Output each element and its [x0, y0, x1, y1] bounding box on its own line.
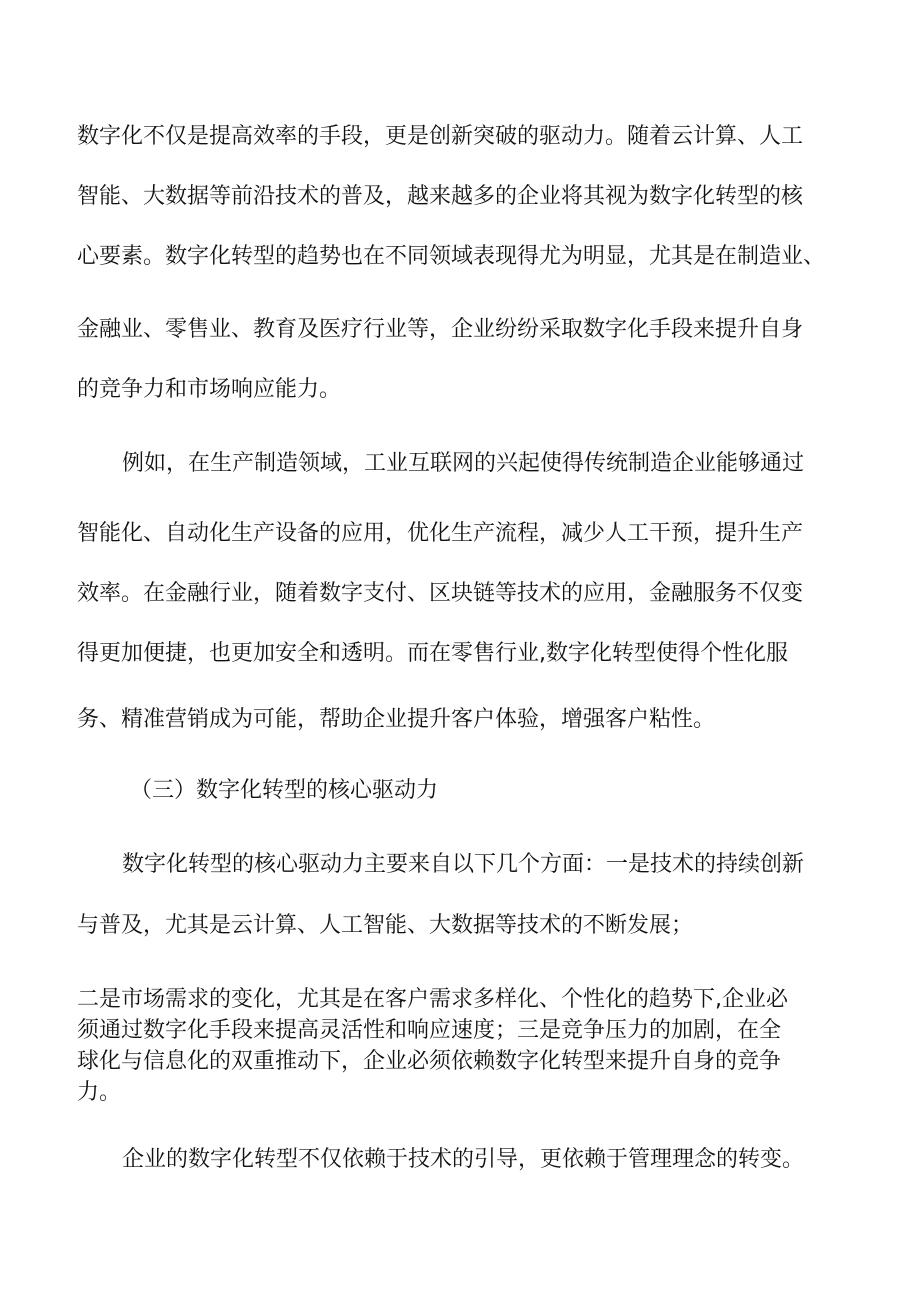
- paragraph-4-line-3: 球化与信息化的双重推动下，企业必须依赖数字化转型来提升自身的竞争: [77, 1049, 782, 1074]
- paragraph-2-line-5: 务、精准营销成为可能，帮助企业提升客户体验，增强客户粘性。: [77, 707, 716, 732]
- paragraph-1-line-5: 的竞争力和市场响应能力。: [77, 377, 342, 402]
- paragraph-2-line-2: 智能化、自动化生产设备的应用，优化生产流程，减少人工干预，提升生产: [77, 521, 804, 546]
- paragraph-2-line-1: 例如，在生产制造领域，工业互联网的兴起使得传统制造企业能够通过: [122, 451, 805, 476]
- paragraph-4-line-4: 力。: [77, 1080, 122, 1105]
- paragraph-1-line-1: 数字化不仅是提高效率的手段，更是创新突破的驱动力。随着云计算、人工: [77, 124, 804, 149]
- paragraph-2-line-4: 得更加便捷，也更加安全和透明。而在零售行业,数字化转型使得个性化服: [77, 641, 788, 666]
- paragraph-3-line-2: 与普及，尤其是云计算、人工智能、大数据等技术的不断发展；: [77, 913, 694, 938]
- paragraph-3-line-1: 数字化转型的核心驱动力主要来自以下几个方面：一是技术的持续创新: [122, 852, 805, 877]
- paragraph-5-line-1: 企业的数字化转型不仅依赖于技术的引导，更依赖于管理理念的转变。: [122, 1147, 805, 1172]
- paragraph-2-line-3: 效率。在金融行业，随着数字支付、区块链等技术的应用，金融服务不仅变: [77, 581, 804, 606]
- paragraph-4-line-1: 二是市场需求的变化，尤其是在客户需求多样化、个性化的趋势下,企业必: [77, 987, 788, 1012]
- paragraph-1-line-3: 心要素。数字化转型的趋势也在不同领域表现得尤为明显，尤其是在制造业、: [77, 244, 826, 269]
- paragraph-1-line-4: 金融业、零售业、教育及医疗行业等，企业纷纷采取数字化手段来提升自身: [77, 317, 804, 342]
- section-heading: （三）数字化转型的核心驱动力: [130, 778, 439, 803]
- paragraph-4-line-2: 须通过数字化手段来提高灵活性和响应速度；三是竞争压力的加剧，在全: [77, 1018, 782, 1043]
- paragraph-1-line-2: 智能、大数据等前沿技术的普及，越来越多的企业将其视为数字化转型的核: [77, 184, 804, 209]
